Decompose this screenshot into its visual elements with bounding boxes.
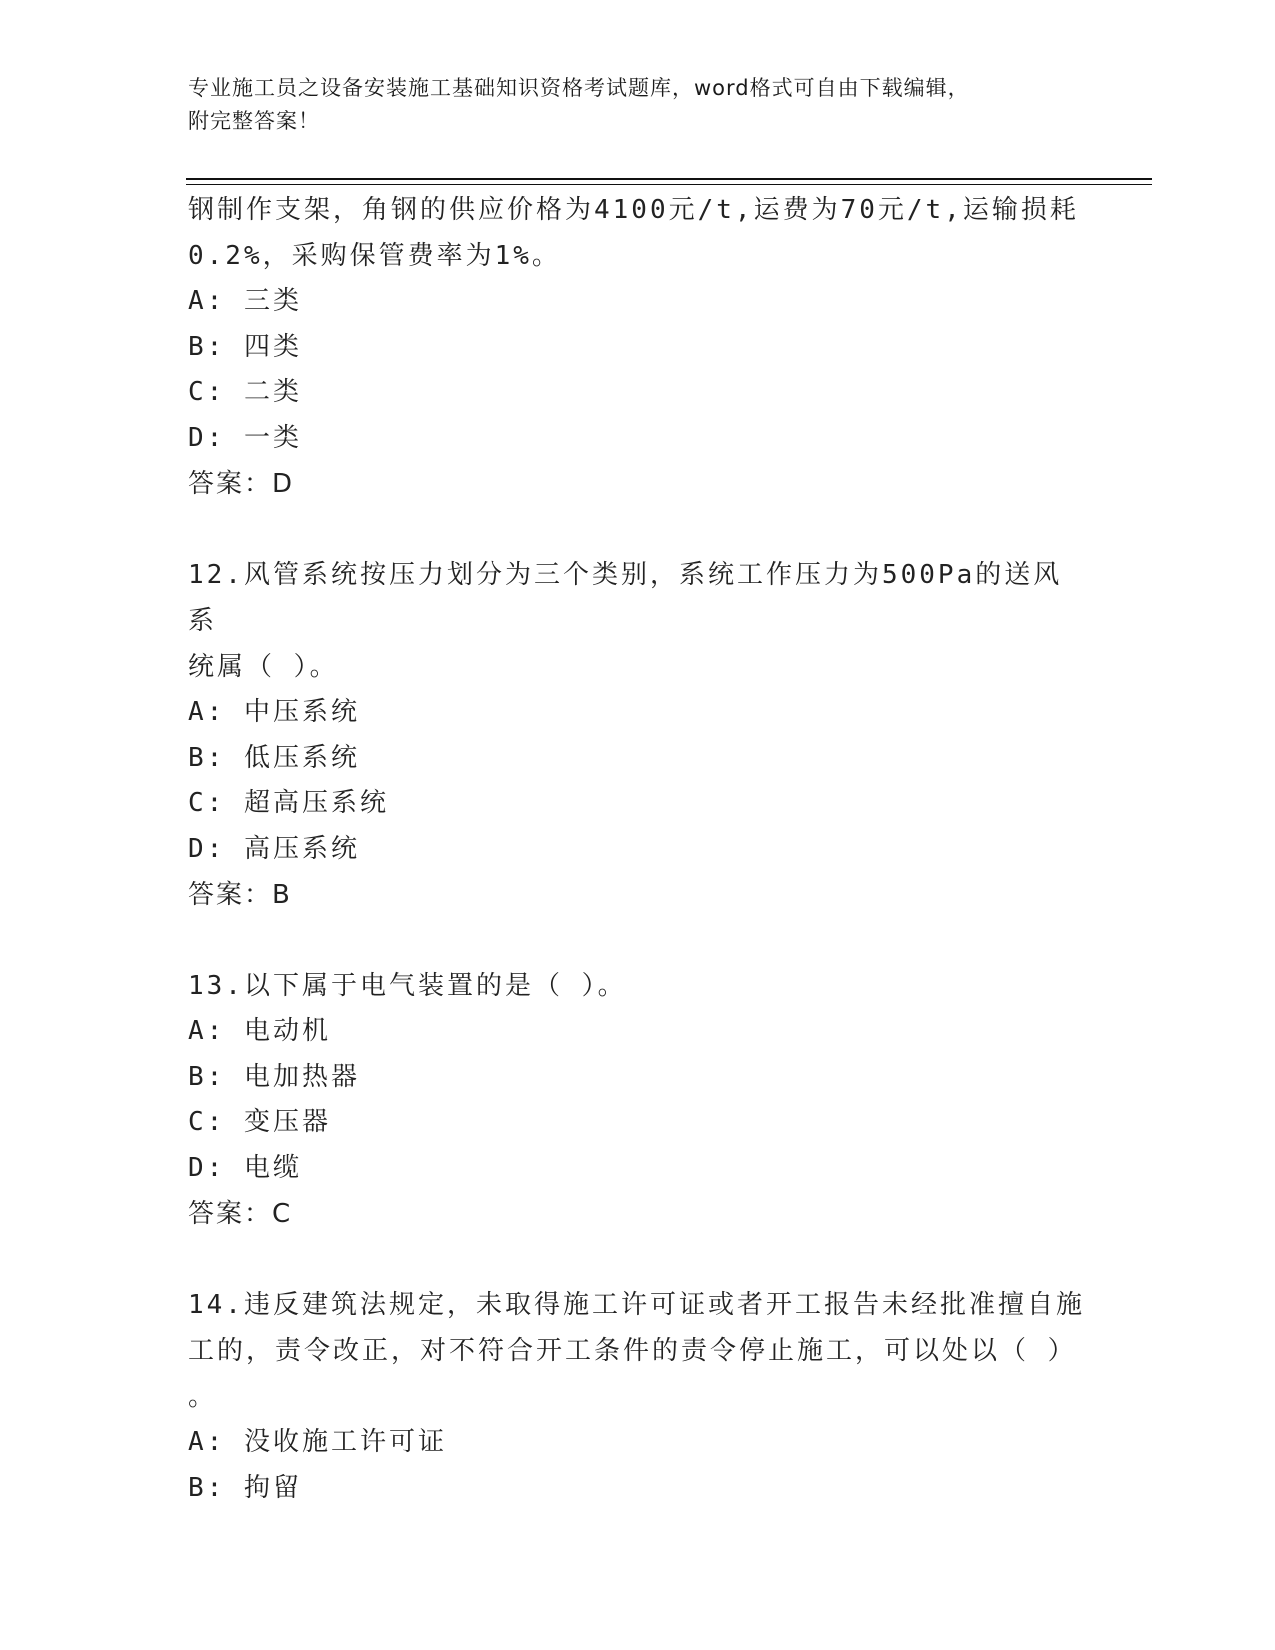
question-stem-line: 钢制作支架，角钢的供应价格为4100元/t,运费为70元/t,运输损耗: [188, 195, 1079, 225]
option-a: A: 中压系统: [188, 697, 360, 727]
option-a: A: 没收施工许可证: [188, 1427, 447, 1457]
option-d: D: 一类: [188, 422, 302, 453]
question-list: [188, 187, 1088, 1511]
document-header: [188, 72, 1068, 138]
option-d: D: 高压系统: [188, 833, 360, 864]
option-b: B: 电加热器: [188, 1061, 360, 1092]
question-item: [188, 963, 1088, 1237]
header-divider-thick: [186, 178, 1152, 180]
question-item: [188, 552, 1088, 918]
answer-line: 答案：D: [188, 469, 295, 499]
option-c: C: 变压器: [188, 1107, 331, 1137]
question-stem-line: 14.违反建筑法规定，未取得施工许可证或者开工报告未经批准擅自施: [188, 1290, 1085, 1320]
option-a: A: 三类: [188, 286, 302, 316]
option-d: D: 电缆: [188, 1152, 302, 1183]
question-stem-line: 。: [188, 1382, 218, 1412]
question-item: [188, 187, 1088, 507]
option-a: A: 电动机: [188, 1016, 331, 1046]
question-item: [188, 1282, 1088, 1511]
option-b: B: 拘留: [188, 1472, 302, 1503]
question-spacer: [188, 1237, 1088, 1282]
question-stem-line: 统属（ ）。: [188, 652, 339, 682]
option-c: C: 二类: [188, 377, 302, 407]
question-stem-line: 工的，责令改正，对不符合开工条件的责令停止施工，可以处以（ ）: [188, 1336, 1077, 1366]
option-b: B: 低压系统: [188, 742, 360, 773]
header-title-line-1: 专业施工员之设备安装施工基础知识资格考试题库，word格式可自由下载编辑，: [188, 76, 970, 100]
header-title-line-2: 附完整答案！: [188, 109, 320, 133]
question-spacer: [188, 507, 1088, 552]
question-stem-line: 13.以下属于电气装置的是（ ）。: [188, 971, 627, 1001]
header-divider-thin: [186, 184, 1152, 185]
answer-line: 答案：B: [188, 880, 292, 910]
option-b: B: 四类: [188, 331, 302, 362]
question-stem-line: 0.2%，采购保管费率为1%。: [188, 241, 561, 271]
option-c: C: 超高压系统: [188, 788, 389, 818]
question-spacer: [188, 918, 1088, 963]
question-stem-line: 12.风管系统按压力划分为三个类别，系统工作压力为500Pa的送风系: [188, 560, 1063, 636]
answer-line: 答案：C: [188, 1199, 293, 1229]
